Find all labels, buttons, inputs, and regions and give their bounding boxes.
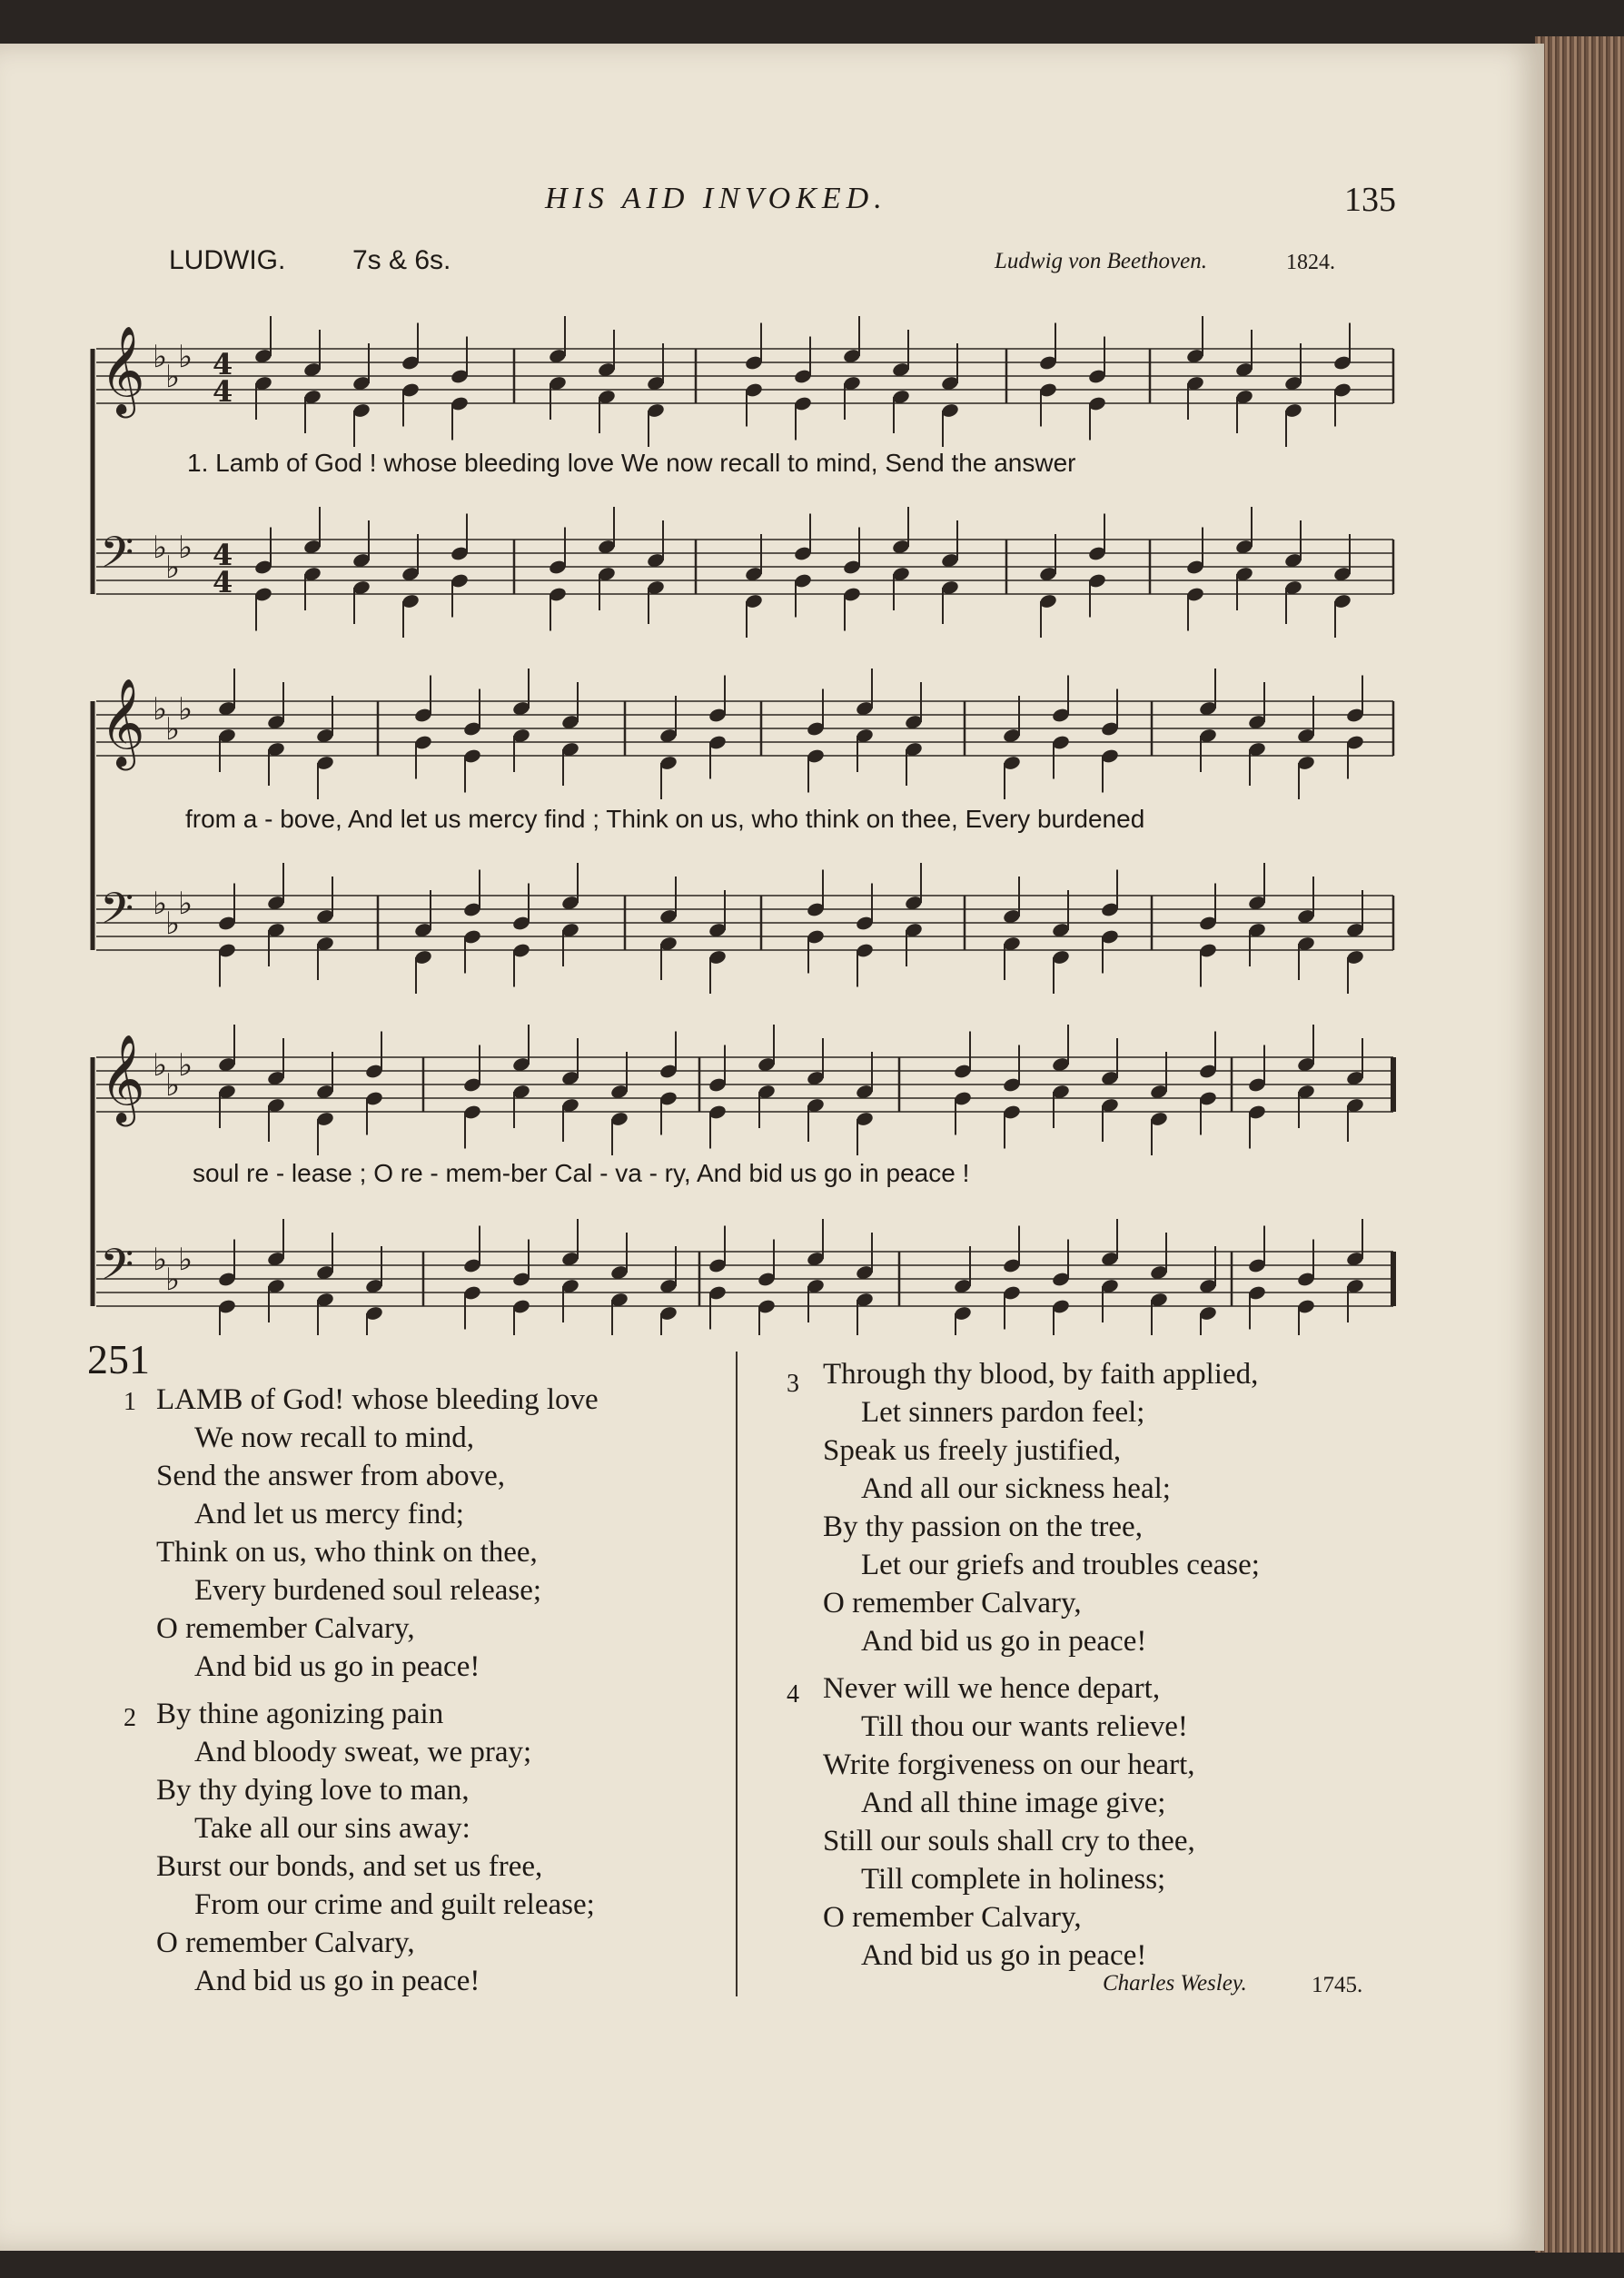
flat-sign: ♭ bbox=[165, 906, 181, 942]
tune-name: LUDWIG. bbox=[169, 245, 286, 275]
stanza-line: And bid us go in peace! bbox=[194, 1965, 480, 1997]
flat-sign: ♭ bbox=[165, 711, 181, 748]
stanza-line: Through thy blood, by faith applied, bbox=[823, 1358, 1259, 1391]
lyric-line-3: soul re - lease ; O re - mem-ber Cal - va - ry, And bid us go in peace ! bbox=[193, 1159, 970, 1187]
stanza-line: Never will we hence depart, bbox=[823, 1672, 1161, 1705]
stanza-line: Speak us freely justified, bbox=[823, 1434, 1122, 1467]
stanza-line: Think on us, who think on thee, bbox=[156, 1536, 538, 1569]
composer-year: 1824. bbox=[1286, 251, 1335, 274]
stanza-line: Write forgiveness on our heart, bbox=[823, 1748, 1195, 1781]
time-signature: 4 bbox=[213, 347, 233, 381]
treble-clef: 𝄞 bbox=[100, 678, 145, 767]
stanza-line: And bid us go in peace! bbox=[861, 1939, 1147, 1972]
page-number: 135 bbox=[1344, 181, 1396, 219]
bass-clef: 𝄢 bbox=[100, 883, 134, 945]
stanza-line: And all thine image give; bbox=[861, 1787, 1166, 1819]
stanza-line: LAMB of God! whose bleeding love bbox=[156, 1383, 599, 1416]
stanza-line: Let sinners pardon feel; bbox=[861, 1396, 1145, 1429]
stanza-line: By thy passion on the tree, bbox=[823, 1510, 1143, 1543]
stanza-number: 4 bbox=[787, 1680, 799, 1708]
flat-sign: ♭ bbox=[153, 886, 168, 922]
column-rule bbox=[736, 1352, 738, 1996]
stanza-number: 1 bbox=[124, 1388, 136, 1416]
flat-sign: ♭ bbox=[153, 339, 168, 375]
stanza-number: 3 bbox=[787, 1370, 799, 1398]
stanza-line: Till complete in holiness; bbox=[861, 1863, 1166, 1896]
stanza-line: And bloody sweat, we pray; bbox=[194, 1736, 532, 1768]
flat-sign: ♭ bbox=[178, 530, 193, 566]
stanza-line: And bid us go in peace! bbox=[194, 1650, 480, 1683]
flat-sign: ♭ bbox=[178, 1242, 193, 1278]
bass-clef: 𝄢 bbox=[100, 527, 134, 589]
stanza-line: And bid us go in peace! bbox=[861, 1625, 1147, 1658]
treble-clef: 𝄞 bbox=[100, 1034, 145, 1123]
stanza-line: Every burdened soul release; bbox=[194, 1574, 542, 1607]
time-signature: 4 bbox=[213, 565, 233, 599]
lyric-line-2: from a - bove, And let us mercy find ; Think on us, who think on thee, Every burdened bbox=[185, 805, 1145, 833]
stanza-line: And all our sickness heal; bbox=[861, 1472, 1171, 1505]
stanza-line: By thine agonizing pain bbox=[156, 1698, 444, 1730]
hymn-author-year: 1745. bbox=[1312, 1973, 1363, 1997]
stanza-line: We now recall to mind, bbox=[194, 1421, 475, 1454]
stanza-line: Still our souls shall cry to thee, bbox=[823, 1825, 1195, 1857]
stanza-line: From our crime and guilt release; bbox=[194, 1888, 595, 1921]
flat-sign: ♭ bbox=[153, 691, 168, 728]
tune-meter: 7s & 6s. bbox=[352, 245, 451, 275]
flat-sign: ♭ bbox=[178, 886, 193, 922]
flat-sign: ♭ bbox=[165, 359, 181, 395]
stanza-line: Let our griefs and troubles cease; bbox=[861, 1549, 1260, 1581]
stanza-line: O remember Calvary, bbox=[823, 1901, 1082, 1934]
stanza-line: By thy dying love to man, bbox=[156, 1774, 470, 1807]
flat-sign: ♭ bbox=[153, 1047, 168, 1084]
stanza-1 bbox=[156, 1381, 599, 1686]
stanza-line: Send the answer from above, bbox=[156, 1460, 505, 1492]
flat-sign: ♭ bbox=[165, 550, 181, 586]
hymn-number: 251 bbox=[87, 1336, 150, 1382]
flat-sign: ♭ bbox=[165, 1067, 181, 1104]
flat-sign: ♭ bbox=[178, 1047, 193, 1084]
stanza-3 bbox=[823, 1355, 1260, 1660]
composer: Ludwig von Beethoven. bbox=[995, 249, 1207, 273]
stanza-line: O remember Calvary, bbox=[823, 1587, 1082, 1619]
flat-sign: ♭ bbox=[153, 530, 168, 566]
stanza-line: O remember Calvary, bbox=[156, 1926, 415, 1959]
flat-sign: ♭ bbox=[178, 339, 193, 375]
hymn-author: Charles Wesley. bbox=[1103, 1971, 1247, 1996]
stanza-line: Till thou our wants relieve! bbox=[861, 1710, 1188, 1743]
stanza-line: O remember Calvary, bbox=[156, 1612, 415, 1645]
time-signature: 4 bbox=[213, 374, 233, 409]
treble-clef: 𝄞 bbox=[100, 325, 145, 414]
flat-sign: ♭ bbox=[178, 691, 193, 728]
time-signature: 4 bbox=[213, 538, 233, 572]
stanza-line: And let us mercy find; bbox=[194, 1498, 464, 1530]
flat-sign: ♭ bbox=[165, 1262, 181, 1298]
running-head: HIS AID INVOKED. bbox=[545, 182, 887, 215]
bass-clef: 𝄢 bbox=[100, 1239, 134, 1301]
stanza-number: 2 bbox=[124, 1704, 136, 1732]
flat-sign: ♭ bbox=[153, 1242, 168, 1278]
lyric-line-1: 1. Lamb of God ! whose bleeding love We now recall to mind, Send the answer bbox=[187, 449, 1076, 477]
stanza-2 bbox=[156, 1695, 595, 2000]
stanza-4 bbox=[823, 1669, 1195, 1975]
stanza-line: Take all our sins away: bbox=[194, 1812, 470, 1845]
stanza-line: Burst our bonds, and set us free, bbox=[156, 1850, 543, 1883]
